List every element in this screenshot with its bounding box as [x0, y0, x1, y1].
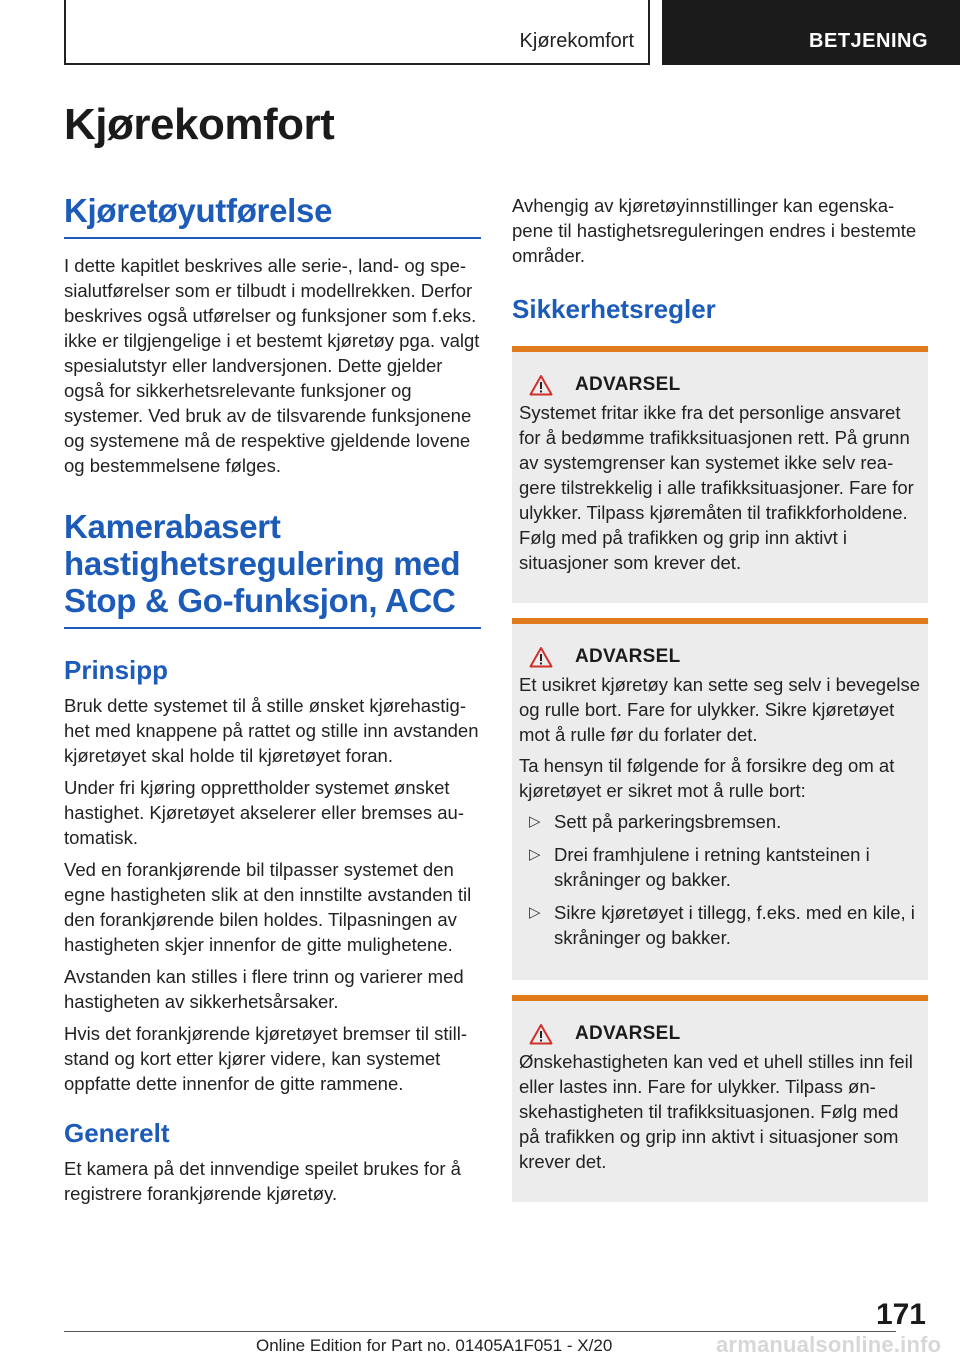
warning-box-1 — [512, 346, 928, 603]
left-column — [64, 192, 481, 1213]
bullet-arrow-icon: ▷ — [529, 813, 541, 830]
warning-box-3 — [512, 995, 928, 1202]
warning-text: Ønskehastigheten kan ved et uhell stilles inn feil eller lastes inn. Fare for ulykker. Tilpass ønskehastigheten til trafikksituasjonen. Følg med på trafikken og grip inn aktivt i situasjoner som krever det. — [519, 1051, 913, 1172]
header-chapter-tab — [662, 0, 960, 65]
list-item-text: Sikre kjøretøyet i tillegg, f.eks. med en kile, i skråninger og bakker. — [554, 902, 915, 948]
warning-triangle-icon — [529, 646, 553, 668]
list-item — [519, 900, 920, 950]
list-item — [519, 842, 920, 892]
warning-text: Systemet fritar ikke fra det personlige ansvaret for å bedømme trafikksituasjonen rett. På grunn av systemgrenser kan systemet ikke selv reagere tilstrekkelig i alle trafikksituasjoner. Fare for ulykker. Tilpass kjøremåten til trafikkforholdene. Følg med på trafikken og grip inn aktivt i situasjoner som krever det. — [519, 402, 914, 573]
paragraph-principle-1: Bruk dette systemet til å stille ønsket kjørehastighet med knappene på rattet og stille inn avstanden kjøretøyet skal holde til kjøretøyet foran. — [64, 695, 479, 766]
warning-header — [519, 374, 920, 396]
footer-edition: Online Edition for Part no. 01405A1F051 - X/20 — [256, 1336, 613, 1355]
heading-vehicle-version: Kjøretøyutførelse — [64, 192, 481, 239]
warning-triangle-icon — [529, 374, 553, 396]
warning-title: ADVARSEL — [575, 646, 681, 667]
heading-general: Generelt — [64, 1118, 170, 1148]
header-section-title: Kjørekomfort — [519, 30, 634, 52]
paragraph-vehicle-version: I dette kapitlet beskrives alle serie-, land- og spesialutførelser som er tilbudt i modellrekken. Derfor beskrives også utførelser og funksjoner som f.eks. ikke er tilgjengelige i et bestemt kjøretøy pga. valgt spesialutstyr eller landversjonen. Dette gjelder også for sikkerhetsrelevante funksjoner og systemer. Ved bruk av de tilsvarende funksjonene og systemene må de respektive gjeldende lovene og bestemmelsene følges. — [64, 255, 480, 476]
heading-acc: Kamerabasert hastighetsregulering med Stop & Go-funksjon, ACC — [64, 508, 481, 629]
paragraph-principle-3: Ved en forankjørende bil tilpasser systemet den egne hastigheten slik at den innstilte avstanden til den forankjørende bilen holdes. Tilpasningen av hastigheten skjer innenfor de gitte mulighetene. — [64, 859, 472, 955]
warning-header — [519, 646, 920, 668]
warning-title: ADVARSEL — [575, 1023, 681, 1044]
list-item — [519, 809, 920, 834]
heading-principle: Prinsipp — [64, 655, 169, 685]
header-section-box — [64, 0, 650, 65]
list-item-text: Drei framhjulene i retning kantsteinen i skråninger og bakker. — [554, 844, 870, 890]
paragraph-general: Et kamera på det innvendige speilet brukes for å registrere forankjørende kjøretøy. — [64, 1158, 461, 1204]
warning-text: Et usikret kjøretøy kan sette seg selv i bevegelse og rulle bort. Fare for ulykker. Sikre kjøretøyet mot å rulle før du forlater det. — [519, 674, 921, 745]
warning-triangle-icon — [529, 1023, 553, 1045]
paragraph-principle-2: Under fri kjøring opprettholder systemet ønsket hastighet. Kjøretøyet akselerer eller bremses automatisk. — [64, 777, 464, 848]
warning-list — [519, 809, 920, 950]
warning-header — [519, 1023, 920, 1045]
bullet-arrow-icon: ▷ — [529, 904, 541, 921]
list-item-text: Sett på parkeringsbremsen. — [554, 811, 782, 832]
paragraph-principle-5: Hvis det forankjørende kjøretøyet bremser til stillstand og kort etter kjører videre, kan systemet oppfatte dette innenfor de gitte rammene. — [64, 1023, 468, 1094]
header-chapter-label: BETJENING — [809, 30, 928, 52]
page-title: Kjørekomfort — [64, 100, 335, 149]
right-column — [512, 193, 928, 1217]
heading-safety: Sikkerhetsregler — [512, 294, 716, 324]
warning-text-2: Ta hensyn til følgende for å forsikre deg om at kjøretøyet er sikret mot å rulle bort: — [519, 755, 895, 801]
page-number: 171 — [875, 1298, 926, 1331]
warning-box-2 — [512, 618, 928, 980]
paragraph-intro: Avhengig av kjøretøyinnstillinger kan egenskapene til hastighetsreguleringen endres i bestemte områder. — [512, 195, 917, 266]
paragraph-principle-4: Avstanden kan stilles i flere trinn og varierer med hastigheten av sikkerhetsårsaker. — [64, 966, 464, 1012]
watermark: armanualsonline.info — [716, 1332, 942, 1357]
bullet-arrow-icon: ▷ — [529, 846, 541, 863]
warning-title: ADVARSEL — [575, 374, 681, 395]
